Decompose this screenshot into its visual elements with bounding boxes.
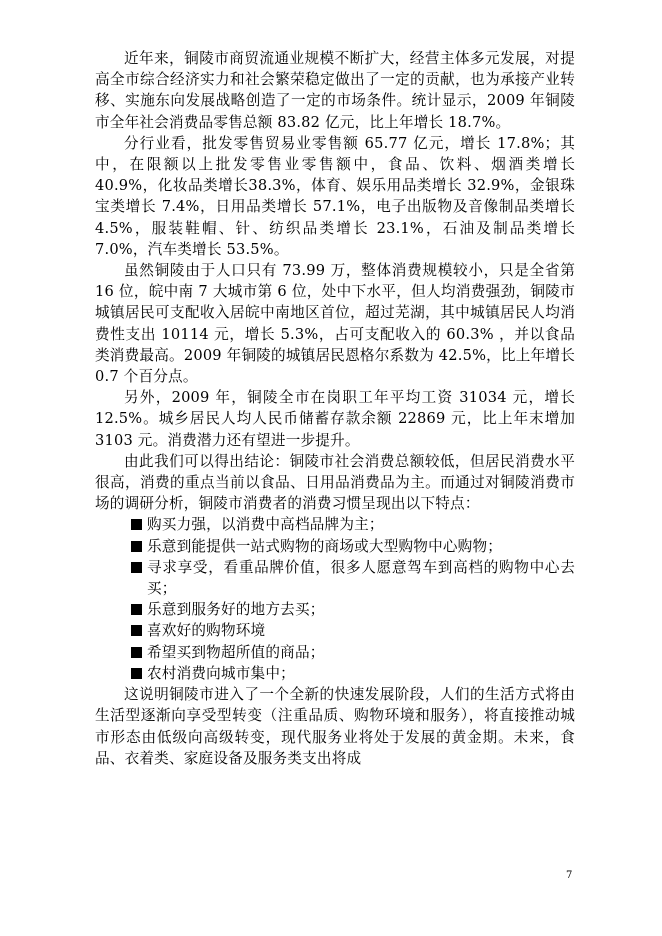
black-square-bullet-icon — [131, 519, 142, 530]
list-item-text: 购买力强，以消费中高档品牌为主； — [147, 516, 384, 534]
list-item — [95, 557, 575, 599]
list-item — [95, 514, 575, 535]
list-item-text: 喜欢好的购物环境 — [147, 622, 266, 640]
page-number: 7 — [566, 870, 573, 881]
black-square-bullet-icon — [131, 647, 142, 658]
list-item — [95, 536, 575, 557]
document-body — [95, 48, 575, 769]
black-square-bullet-icon — [131, 604, 142, 615]
paragraph-industry-breakdown: 分行业看，批发零售贸易业零售额 65.77 亿元，增长 17.8%；其中，在限额以上批发零售业零售额中，食品、饮料、烟酒类增长 40.9%，化妆品类增长38.3%，体育、娱乐用品类增长 32.9%，金银珠宝类增长 7.4%，日用品类增长 57.1%，电子出版物及音像制品类增长 4.5%，服装鞋帽、针、纺织品类增长 23.1%，石油及制品类增长 7.0%，汽车类增长 53.5%。 — [95, 134, 575, 258]
black-square-bullet-icon — [131, 541, 142, 552]
paragraph-wages-savings: 另外，2009 年，铜陵全市在岗职工年平均工资 31034 元，增长 12.5%。城乡居民人均人民币储蓄存款余额 22869 元，比上年末增加 3103 元。消费潜力还有望进一步提升。 — [95, 389, 575, 449]
paragraph-population-consumption: 虽然铜陵由于人口只有 73.99 万，整体消费规模较小，只是全省第 16 位，皖中南 7 大城市第 6 位，处中下水平，但人均消费强劲，铜陵市城镇居民可支配收入居皖中南地区首位，超过芜湖，其中城镇居民人均消费性支出 10114 元，增长 5.3%，占可支配收入的 60.3% ，并以食品类消费最高。2009 年铜陵的城镇居民恩格尔系数为 42.5%，比上年增长 0.7 个百分点。 — [95, 262, 575, 386]
list-item-text: 乐意到能提供一站式购物的商场或大型购物中心购物； — [147, 537, 503, 555]
list-item — [95, 599, 575, 620]
list-item — [95, 642, 575, 663]
list-item-text: 乐意到服务好的地方去买； — [147, 601, 325, 619]
list-item-text: 希望买到物超所值的商品； — [147, 643, 325, 661]
paragraph-development-stage: 这说明铜陵市进入了一个全新的快速发展阶段，人们的生活方式将由生活型逐渐向享受型转变（注重品质、购物环境和服务），将直接推动城市形态由低级向高级转变，现代服务业将处于发展的黄金期。未来，食品、衣着类、家庭设备及服务类支出将成 — [95, 686, 575, 767]
paragraph-retail-overview: 近年来，铜陵市商贸流通业规模不断扩大，经营主体多元发展，对提高全市综合经济实力和社会繁荣稳定做出了一定的贡献，也为承接产业转移、实施东向发展战略创造了一定的市场条件。统计显示，2009 年铜陵市全年社会消费品零售总额 83.82 亿元，比上年增长 18.7%。 — [95, 50, 575, 131]
list-item-text: 农村消费向城市集中； — [147, 664, 295, 682]
black-square-bullet-icon — [131, 625, 142, 636]
consumer-habits-list — [95, 514, 575, 684]
list-item-text: 寻求享受，看重品牌价值，很多人愿意驾车到高档的购物中心去买； — [147, 558, 575, 598]
black-square-bullet-icon — [131, 562, 142, 573]
black-square-bullet-icon — [131, 668, 142, 679]
paragraph-conclusion: 由此我们可以得出结论：铜陵市社会消费总额较低，但居民消费水平很高，消费的重点当前以食品、日用品消费品为主。而通过对铜陵消费市场的调研分析，铜陵市消费者的消费习惯呈现出以下特点： — [95, 452, 575, 513]
list-item — [95, 663, 575, 684]
list-item — [95, 620, 575, 641]
